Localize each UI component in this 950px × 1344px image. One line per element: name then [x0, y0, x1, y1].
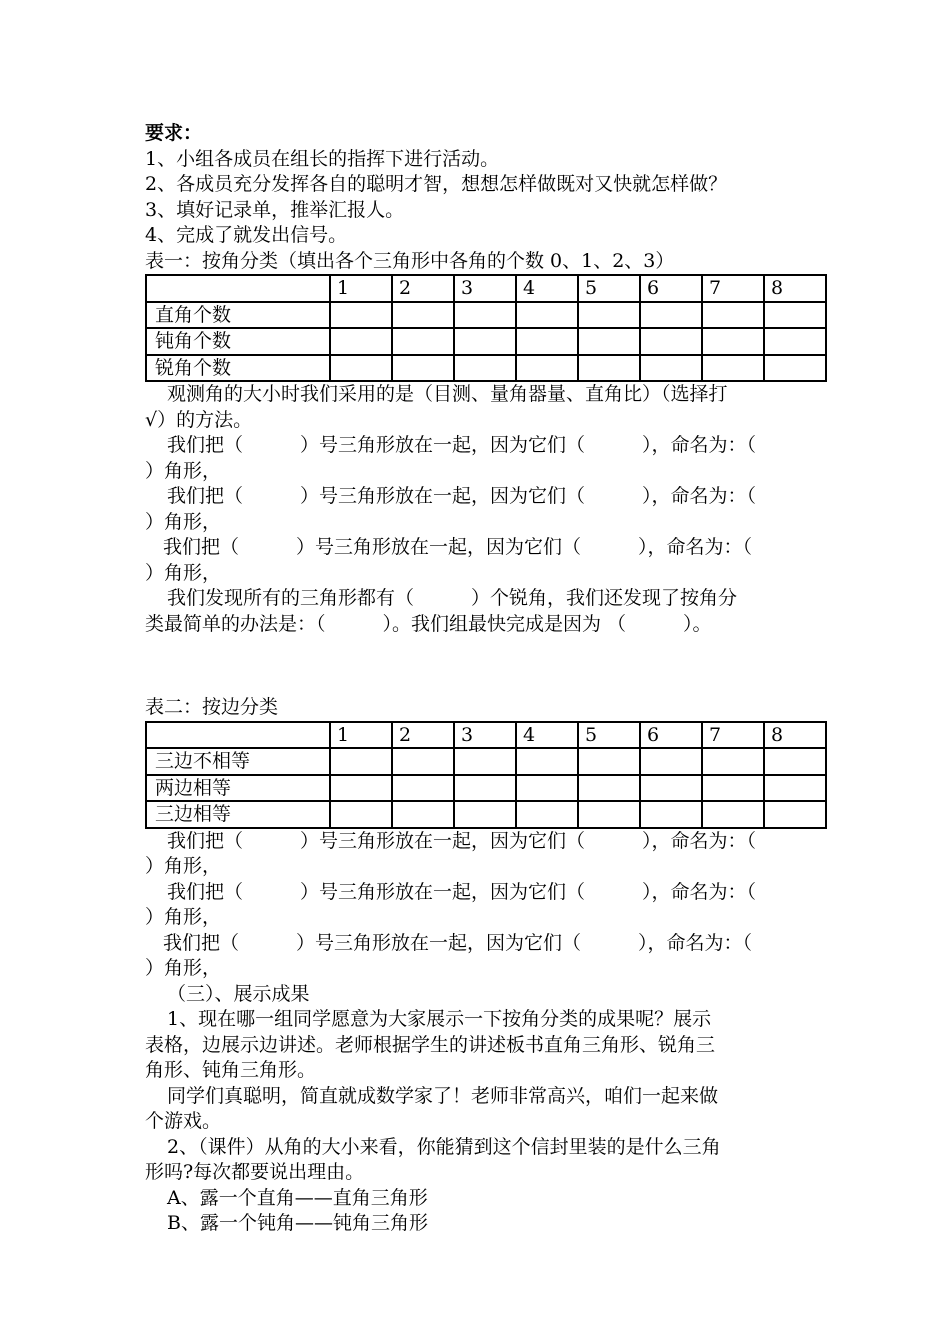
- table-header-cell: 7: [702, 722, 764, 749]
- grouping-line: 我们把（ ）号三角形放在一起，因为它们（ ），命名为：（: [163, 931, 753, 954]
- table-cell[interactable]: [454, 355, 516, 382]
- table-cell[interactable]: [454, 328, 516, 355]
- row-label: 三边相等: [146, 801, 330, 828]
- paragraph-line: 个游戏。: [145, 1110, 222, 1132]
- table-cell[interactable]: [516, 801, 578, 828]
- grouping-line-continued: ）角形，: [145, 855, 222, 877]
- option-b: B、露一个钝角——钝角三角形: [167, 1212, 428, 1234]
- table-cell[interactable]: [392, 355, 454, 382]
- table-cell[interactable]: [702, 801, 764, 828]
- document-page: [145, 121, 825, 1237]
- paragraph-line: 表格，边展示边讲述。老师根据学生的讲述板书直角三角形、锐角三: [145, 1033, 716, 1056]
- grouping-line: 我们把（ ）号三角形放在一起，因为它们（ ），命名为：（: [167, 829, 757, 852]
- grouping-line-continued: ）角形，: [145, 906, 222, 928]
- table-cell[interactable]: [516, 748, 578, 775]
- table-header-cell: [146, 722, 330, 749]
- table-header-cell: [146, 275, 330, 302]
- paragraph-line: 角形、钝角三角形。: [145, 1059, 317, 1081]
- table-cell[interactable]: [764, 328, 826, 355]
- table-row: [146, 801, 826, 828]
- table-cell[interactable]: [764, 355, 826, 382]
- table-header-row: [146, 275, 826, 302]
- table-header-cell: 6: [640, 722, 702, 749]
- table-header-cell: 5: [578, 275, 640, 302]
- table-row: [146, 302, 826, 329]
- table-cell[interactable]: [764, 748, 826, 775]
- grouping-line-continued: ）角形，: [145, 957, 222, 979]
- table2-caption: 表二：按边分类: [145, 696, 279, 718]
- table-cell[interactable]: [578, 775, 640, 802]
- table-cell[interactable]: [640, 355, 702, 382]
- side-classification-table: [145, 721, 827, 829]
- table-header-cell: 3: [454, 275, 516, 302]
- table-cell[interactable]: [702, 775, 764, 802]
- requirement-item-4: 4、完成了就发出信号。: [145, 224, 348, 246]
- table-cell[interactable]: [454, 302, 516, 329]
- table-cell[interactable]: [516, 328, 578, 355]
- table-cell[interactable]: [578, 328, 640, 355]
- table-cell[interactable]: [454, 748, 516, 775]
- table-cell[interactable]: [640, 748, 702, 775]
- table-cell[interactable]: [454, 801, 516, 828]
- table-cell[interactable]: [330, 355, 392, 382]
- table-cell[interactable]: [330, 775, 392, 802]
- table-cell[interactable]: [640, 328, 702, 355]
- grouping-line-continued: ）角形，: [145, 459, 222, 482]
- table-header-cell: 1: [330, 275, 392, 302]
- grouping-line: 我们把（ ）号三角形放在一起，因为它们（ ），命名为：（: [163, 536, 753, 558]
- table-cell[interactable]: [578, 801, 640, 828]
- requirement-item-3: 3、填好记录单，推举汇报人。: [145, 198, 405, 221]
- table-cell[interactable]: [330, 801, 392, 828]
- table-cell[interactable]: [330, 302, 392, 329]
- table-cell[interactable]: [516, 775, 578, 802]
- paragraph-line: 1、现在哪一组同学愿意为大家展示一下按角分类的成果呢？展示: [167, 1008, 712, 1030]
- table-cell[interactable]: [578, 748, 640, 775]
- table-cell[interactable]: [392, 801, 454, 828]
- table-cell[interactable]: [640, 775, 702, 802]
- table-cell[interactable]: [702, 355, 764, 382]
- table-header-cell: 8: [764, 722, 826, 749]
- table-header-cell: 2: [392, 275, 454, 302]
- table-cell[interactable]: [516, 355, 578, 382]
- requirements-title: 要求：: [145, 122, 203, 144]
- table-cell[interactable]: [392, 302, 454, 329]
- table-header-cell: 4: [516, 275, 578, 302]
- table-cell[interactable]: [702, 748, 764, 775]
- table-cell[interactable]: [640, 801, 702, 828]
- table-cell[interactable]: [702, 302, 764, 329]
- table-cell[interactable]: [764, 302, 826, 329]
- table-header-cell: 8: [764, 275, 826, 302]
- grouping-line: 我们把（ ）号三角形放在一起，因为它们（ ），命名为：（: [167, 485, 757, 507]
- section-heading: （三）、展示成果: [167, 982, 310, 1005]
- table-header-cell: 4: [516, 722, 578, 749]
- table-header-cell: 1: [330, 722, 392, 749]
- table-header-cell: 6: [640, 275, 702, 302]
- grouping-line-continued: ）角形，: [145, 561, 222, 584]
- method-line-continued: √）的方法。: [145, 408, 253, 431]
- row-label: 直角个数: [146, 302, 330, 329]
- table-row: [146, 775, 826, 802]
- table-cell[interactable]: [454, 775, 516, 802]
- method-line: 观测角的大小时我们采用的是（目测、量角器量、直角比）（选择打: [167, 383, 728, 405]
- grouping-line: 我们把（ ）号三角形放在一起，因为它们（ ），命名为：（: [167, 434, 757, 456]
- table-cell[interactable]: [702, 328, 764, 355]
- row-label: 三边不相等: [146, 748, 330, 775]
- spacer: [145, 637, 825, 695]
- paragraph-line: 同学们真聪明，简直就成数学家了！老师非常高兴，咱们一起来做: [167, 1084, 719, 1107]
- table-cell[interactable]: [764, 775, 826, 802]
- table-cell[interactable]: [392, 775, 454, 802]
- table-row: [146, 355, 826, 382]
- table-header-row: [146, 722, 826, 749]
- table-cell[interactable]: [330, 328, 392, 355]
- table-cell[interactable]: [392, 328, 454, 355]
- table-cell[interactable]: [392, 748, 454, 775]
- paragraph-line: 2、（课件）从角的大小来看，你能猜到这个信封里装的是什么三角: [167, 1135, 721, 1158]
- grouping-line: 我们把（ ）号三角形放在一起，因为它们（ ），命名为：（: [167, 880, 757, 903]
- table-header-cell: 2: [392, 722, 454, 749]
- table-cell[interactable]: [640, 302, 702, 329]
- discovery-line: 我们发现所有的三角形都有（ ）个锐角，我们还发现了按角分: [167, 587, 738, 609]
- requirement-item-2: 2、各成员充分发挥各自的聪明才智，想想怎样做既对又快就怎样做？: [145, 173, 728, 195]
- table-cell[interactable]: [330, 748, 392, 775]
- requirement-item-1: 1、小组各成员在组长的指挥下进行活动。: [145, 147, 500, 170]
- table-cell[interactable]: [578, 302, 640, 329]
- row-label: 两边相等: [146, 775, 330, 802]
- paragraph-line: 形吗?每次都要说出理由。: [145, 1161, 365, 1183]
- option-a: A、露一个直角——直角三角形: [167, 1186, 428, 1209]
- table-header-cell: 3: [454, 722, 516, 749]
- table-row: [146, 748, 826, 775]
- row-label: 锐角个数: [146, 355, 330, 382]
- table-cell[interactable]: [578, 355, 640, 382]
- angle-classification-table: [145, 274, 827, 382]
- row-label: 钝角个数: [146, 328, 330, 355]
- table-header-cell: 5: [578, 722, 640, 749]
- grouping-line-continued: ）角形，: [145, 510, 222, 533]
- table-row: [146, 328, 826, 355]
- discovery-line-continued: 类最简单的办法是：（ ）。我们组最快完成是因为 （ ）。: [145, 612, 712, 635]
- table1-caption: 表一：按角分类（填出各个三角形中各角的个数 0、1、2、3）: [145, 249, 675, 272]
- table-cell[interactable]: [516, 302, 578, 329]
- table-header-cell: 7: [702, 275, 764, 302]
- table-cell[interactable]: [764, 801, 826, 828]
